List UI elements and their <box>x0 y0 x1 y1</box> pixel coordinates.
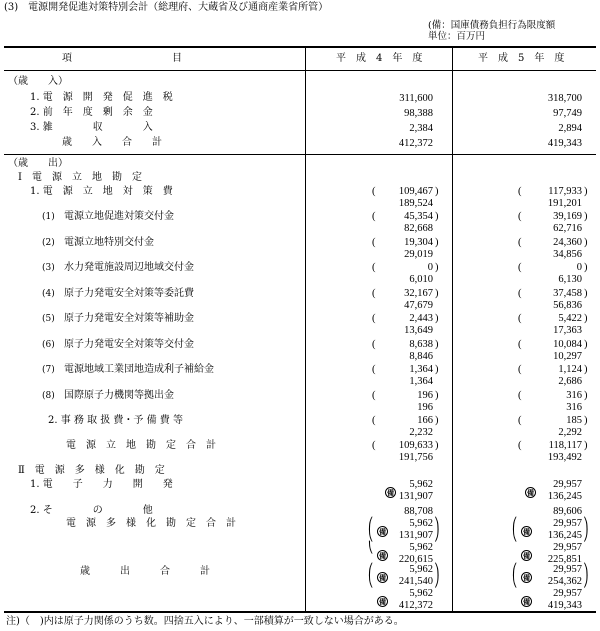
grand-y5-limit2: 29,957 <box>553 588 582 599</box>
item-y4: 6,010 <box>409 274 433 285</box>
revenue-row-y4: 311,600 <box>399 93 433 104</box>
item-y5: 34,856 <box>553 249 582 260</box>
item-y5: 6,130 <box>558 274 582 285</box>
nuclear-y4: 131,907 <box>398 491 433 502</box>
sub2-y5: 2,292 <box>558 427 582 438</box>
item-label: 電源立地促進対策交付金 <box>64 211 174 222</box>
item-y5-paren: 0 <box>576 262 582 273</box>
item-y4: 13,649 <box>404 325 433 336</box>
item-y4: 196 <box>417 402 433 413</box>
item-number: (2) <box>42 238 55 248</box>
sub1-label: 1. 電 源 立 地 対 策 費 <box>30 186 173 197</box>
revenue-total-y4: 412,372 <box>398 138 433 149</box>
total2-y5-nuclear: 136,245 <box>547 530 582 541</box>
sub1-y5: 191,201 <box>547 198 582 209</box>
grand-y5-limit: 29,957 <box>553 564 582 575</box>
nuclear-label: 1. 電 子 力 開 発 <box>30 479 173 490</box>
total2-label: 電 源 多 様 化 勘 定 合 計 <box>66 518 236 529</box>
expenditure-label: （歳 出） <box>8 158 68 169</box>
total1-y5-paren: 118,117 <box>548 440 582 451</box>
item-y4: 8,846 <box>409 351 433 362</box>
limit-note: (備：国庫債務負担行為限度額 <box>428 20 556 31</box>
grand-y4-nuclear: 241,540 <box>398 576 433 587</box>
total1-y4: 191,756 <box>398 452 433 463</box>
revenue-row-y5: 318,700 <box>547 93 582 104</box>
item-number: (6) <box>42 340 55 350</box>
limit-marker-icon: 備 <box>379 527 386 536</box>
item-y5-paren: 5,422 <box>558 313 582 324</box>
item-y5: 316 <box>566 402 582 413</box>
limit-marker-icon: 備 <box>523 573 530 582</box>
revenue-row-y5: 2,894 <box>558 123 582 134</box>
item-y4: 82,668 <box>404 223 433 234</box>
revenue-row-y4: 2,384 <box>409 123 433 134</box>
limit-marker-icon: 備 <box>523 551 530 560</box>
item-y5: 56,836 <box>553 300 582 311</box>
item-label: 電源立地特別交付金 <box>64 237 154 248</box>
item-y5-paren: 316 <box>566 390 582 401</box>
item-y4-paren: 45,354 <box>404 211 433 222</box>
section-2-title: Ⅱ 電 源 多 様 化 勘 定 <box>18 465 165 476</box>
grand-y4: 412,372 <box>398 600 433 611</box>
limit-marker-icon: 備 <box>387 488 394 497</box>
sub2-label: 2. 事 務 取 扱 費・予 備 費 等 <box>48 415 183 426</box>
revenue-row-y4: 98,388 <box>404 108 433 119</box>
total2-y5: 225,851 <box>547 554 582 565</box>
item-y5-paren: 10,084 <box>553 339 582 350</box>
revenue-row-label: 2. 前 年 度 剰 余 金 <box>30 107 153 118</box>
unit-note: 単位：百万円 <box>428 31 486 42</box>
footnote: 注)（ )内は原子力関係のうち数。四捨五入により、一部積算が一致しない場合がある。 <box>6 616 404 627</box>
item-y5-paren: 1,124 <box>558 364 582 375</box>
nuclear-y5: 136,245 <box>547 491 582 502</box>
sub2-y4-paren: 166 <box>417 415 433 426</box>
item-y5: 10,297 <box>553 351 582 362</box>
item-y4-paren: 1,364 <box>409 364 433 375</box>
revenue-row-label: 1. 電 源 開 発 促 進 税 <box>30 92 173 103</box>
total1-y4-paren: 109,633 <box>398 440 433 451</box>
section-1-title: Ⅰ 電 源 立 地 勘 定 <box>18 172 142 183</box>
sub1-y5-paren: 117,933 <box>548 186 582 197</box>
other-y5: 89,606 <box>553 506 582 517</box>
grand-y5: 419,343 <box>547 600 582 611</box>
sub2-y4: 2,232 <box>409 427 433 438</box>
limit-marker-icon: 備 <box>379 597 386 606</box>
other-y4: 88,708 <box>404 506 433 517</box>
item-label: 原子力発電安全対策等交付金 <box>64 339 194 350</box>
sub1-y4-paren: 109,467 <box>398 186 433 197</box>
limit-marker-icon: 備 <box>527 488 534 497</box>
total2-y4-limit: 5,962 <box>409 518 433 529</box>
item-label: 原子力発電安全対策等委託費 <box>64 288 194 299</box>
revenue-total-y5: 419,343 <box>547 138 582 149</box>
item-number: (5) <box>42 314 55 324</box>
item-number: (8) <box>42 391 55 401</box>
total2-y4-limit2: 5,962 <box>409 542 433 553</box>
item-label: 水力発電施設周辺地域交付金 <box>64 262 194 273</box>
item-y4: 29,019 <box>404 249 433 260</box>
item-y5-paren: 39,169 <box>553 211 582 222</box>
item-y5-paren: 37,458 <box>553 288 582 299</box>
total2-y4: 220,615 <box>398 554 433 565</box>
header-item: 項 目 <box>62 53 182 64</box>
item-y4-paren: 19,304 <box>404 237 433 248</box>
grand-y4-limit: 5,962 <box>409 564 433 575</box>
revenue-row-label: 3. 雑 収 入 <box>30 122 153 133</box>
limit-marker-icon: 備 <box>523 597 530 606</box>
item-y5-paren: 24,360 <box>553 237 582 248</box>
item-y4: 1,364 <box>409 376 433 387</box>
header-year4: 平 成 4 年 度 <box>336 53 423 64</box>
sub1-y4: 189,524 <box>398 198 433 209</box>
item-number: (1) <box>42 212 55 222</box>
limit-marker-icon: 備 <box>379 551 386 560</box>
limit-marker-icon: 備 <box>523 527 530 536</box>
item-y4: 47,679 <box>404 300 433 311</box>
revenue-row-y5: 97,749 <box>553 108 582 119</box>
item-y5: 17,363 <box>553 325 582 336</box>
revenue-label: （歳 入） <box>8 76 68 87</box>
item-label: 国際原子力機関等拠出金 <box>64 390 174 401</box>
grand-y4-limit2: 5,962 <box>409 588 433 599</box>
grand-y5-nuclear: 254,362 <box>547 576 582 587</box>
total2-y5-limit2: 29,957 <box>553 542 582 553</box>
item-y4-paren: 32,167 <box>404 288 433 299</box>
item-y4-paren: 196 <box>417 390 433 401</box>
item-number: (4) <box>42 289 55 299</box>
sub2-y5-paren: 185 <box>566 415 582 426</box>
nuclear-y4-limit: 5,962 <box>409 479 433 490</box>
item-number: (3) <box>42 263 55 273</box>
limit-marker-icon: 備 <box>379 573 386 582</box>
total2-y4-nuclear: 131,907 <box>398 530 433 541</box>
other-label: 2. そ の 他 <box>30 505 153 516</box>
grand-total-label: 歳 出 合 計 <box>80 566 210 577</box>
item-label: 電源地域工業団地造成利子補給金 <box>64 364 214 375</box>
item-y4-paren: 2,443 <box>409 313 433 324</box>
item-y4-paren: 8,638 <box>409 339 433 350</box>
total2-y5-limit: 29,957 <box>553 518 582 529</box>
item-y5: 62,716 <box>553 223 582 234</box>
revenue-total-label: 歳 入 合 計 <box>62 137 162 148</box>
total1-label: 電 源 立 地 勘 定 合 計 <box>66 440 216 451</box>
total1-y5: 193,492 <box>547 452 582 463</box>
item-y4-paren: 0 <box>427 262 433 273</box>
item-label: 原子力発電安全対策等補助金 <box>64 313 194 324</box>
header-year5: 平 成 5 年 度 <box>478 53 565 64</box>
nuclear-y5-limit: 29,957 <box>553 479 582 490</box>
page-title: (3) 電源開発促進対策特別会計（総理府、大蔵省及び通商産業省所管） <box>4 2 329 13</box>
item-y5: 2,686 <box>558 376 582 387</box>
item-number: (7) <box>42 365 55 375</box>
